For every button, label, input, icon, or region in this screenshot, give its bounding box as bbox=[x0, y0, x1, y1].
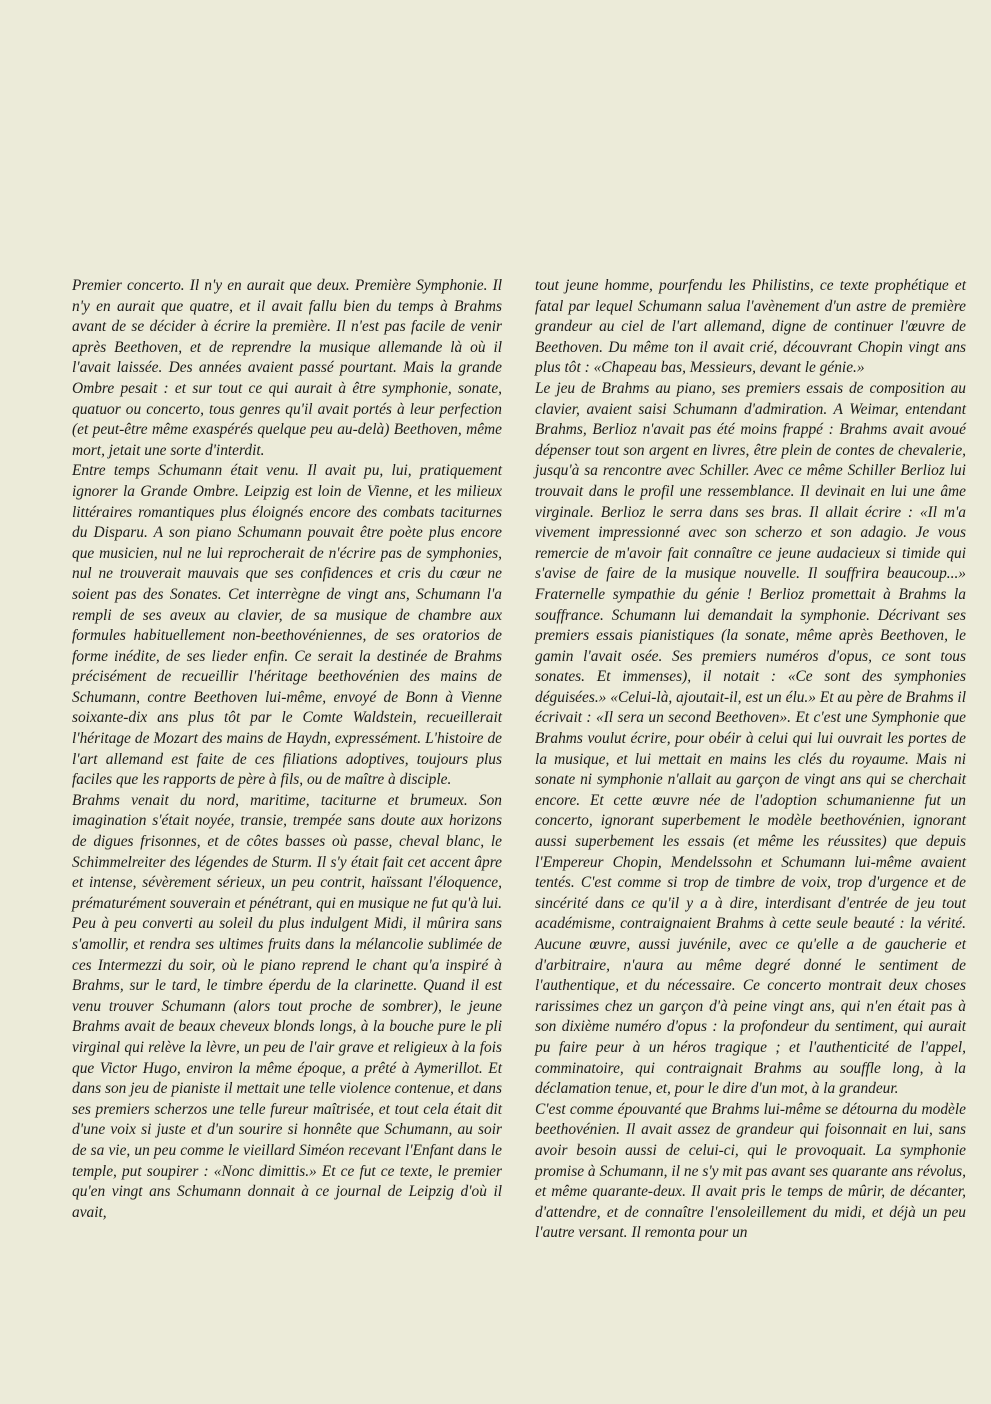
left-paragraph-1: Premier concerto. Il n'y en aurait que deux. Première Symphonie. Il n'y en aurait que quatre, et il avait fallu bien du temps à Brahms avant de se décider à écrire la première. Il n'est pas facile de venir après Beethoven, et de reprendre la musique allemande là où il l'avait laissée. Des années avaient passé pourtant. Mais la grande Ombre pesait : et sur tout ce qui aurait à être symphonie, sonate, quatuor ou concerto, tous genres qu'il avait portés à leur perfection (et peut-être même exaspérés quelque peu au-delà) Beethoven, même mort, jetait une sorte d'interdit. bbox=[72, 277, 502, 459]
right-paragraph-3: C'est comme épouvanté que Brahms lui-même se détourna du modèle beethovénien. Il avait assez de grandeur qui foisonnait en lui, sans avoir besoin aussi de celui-ci, qui le provoquait. La symphonie promise à Schumann, il ne s'y mit pas avant ses quarante ans révolus, et même quarante-deux. Il avait pris le temps de mûrir, de décanter, d'attendre, et de connaître l'ensoleillement du midi, et déjà un peu l'autre versant. Il remonta pour un bbox=[535, 1100, 966, 1242]
left-paragraph-2: Entre temps Schumann était venu. Il avait pu, lui, pratiquement ignorer la Grande Ombre. Leipzig est loin de Vienne, et les milieux littéraires romantiques plus éloignés encore des combats taciturnes du Disparu. A son piano Schumann pouvait être poète plus encore que musicien, nul ne lui reprocherait de n'écrire pas de symphonies, nul ne trouverait mauvais que ses confidences et cris du cœur ne soient pas des Sonates. Cet interrègne de vingt ans, Schumann l'a rempli de ses aveux au clavier, de sa musique de chambre aux formules habituellement non-beethovéniennes, de ses oratorios de forme inédite, de ses lieder enfin. Ce serait la destinée de Brahms précisément de recueillir l'héritage beethovénien des mains de Schumann, contre Beethoven lui-même, envoyé de Bonn à Vienne soixante-dix ans plus tôt par le Comte Waldstein, recueillerait l'héritage de Mozart des mains de Haydn, expressément. L'histoire de l'art allemand est faite de ces filiations adoptives, toujours plus faciles que les rapports de père à fils, ou de maître à disciple. bbox=[72, 462, 502, 789]
left-paragraph-3: Brahms venait du nord, maritime, taciturne et brumeux. Son imagination s'était noyée, transie, trempée sans doute aux horizons de digues frisonnes, et de côtes basses où passe, cheval blanc, le Schimmelreiter des légendes de Sturm. Il s'y était fait cet accent âpre et intense, sévèrement sérieux, un peu contrit, haïssant l'éloquence, prématurément souverain et pénétrant, qui en musique ne fut qu'à lui. Peu à peu converti au soleil du plus indulgent Midi, il mûrira sans s'amollir, et rendra ses ultimes fruits dans la mélancolie sublimée de ces Intermezzi du soir, où le piano reprend le chant qu'a inspiré à Brahms, sur le tard, le timbre éperdu de la clarinette. Quand il est venu trouver Schumann (alors tout proche de sombrer), le jeune Brahms avait de beaux cheveux blonds longs, à la bouche pure le pli virginal qui relève la lèvre, un peu de l'air grave et religieux à la fois que Victor Hugo, environ la même époque, a prêté à Aymerillot. Et dans son jeu de pianiste il mettait une telle violence contenue, et dans ses premiers scherzos une telle fureur maîtrisée, et tout cela était dit d'une voix si juste et d'un sourire si honnête que Schumann, au soir de sa vie, un peu comme le vieillard Siméon recevant l'Enfant dans le temple, put soupirer : «Nonc dimittis.» Et ce fut ce texte, le premier qu'en vingt ans Schumann donnait à ce journal de Leipzig d'où il avait, bbox=[72, 791, 502, 1221]
right-column bbox=[535, 276, 966, 1244]
right-paragraph-2: Le jeu de Brahms au piano, ses premiers essais de composition au clavier, avaient saisi Schumann d'admiration. A Weimar, entendant Brahms, Berlioz n'avait pas été moins frappé : Brahms avait avoué dépenser tout son argent en livres, être plein de contes de chevalerie, jusqu'à sa rencontre avec Schiller. Avec ce même Schiller Berlioz lui trouvait dans le profil une ressemblance. Il devinait en lui une âme virginale. Berlioz le serra dans ses bras. Il allait écrire : «Il m'a vivement impressionné avec son scherzo et son adagio. Je vous remercie de m'avoir fait connaître ce jeune audacieux si timide qui s'avise de faire de la musique nouvelle. Il souffrira beaucoup...» Fraternelle sympathie du génie ! Berlioz promettait à Brahms la souffrance. Schumann lui demandait la symphonie. Décrivant ses premiers essais pianistiques (la sonate, même après Beethoven, le gamin l'avait osée. Ses premiers numéros d'opus, ce sont tous sonates. Et immenses), il notait : «Ce sont des symphonies déguisées.» «Celui-là, ajoutait-il, est un élu.» Et au père de Brahms il écrivait : «Il sera un second Beethoven». Et c'est une Symphonie que Brahms voulut écrire, pour obéir à celui qui lui ouvrait les portes de la musique, et lui mettait en mains les clés du royaume. Mais ni sonate ni symphonie n'allait au garçon de vingt ans qui se cherchait encore. Et cette œuvre née de l'adoption schumanienne fut un concerto, ignorant superbement le modèle beethovénien, ignorant aussi superbement les essais (et même les réussites) que depuis l'Empereur Chopin, Mendelssohn et Schumann lui-même avaient tentés. C'est comme si trop de timbre de voix, trop d'urgence et de sincérité dans ce qu'il y a à dire, interdisant d'entrée de jeu tout académisme, contraignaient Brahms à cette seule beauté : la vérité. Aucune œuvre, aussi juvénile, avec ce qu'elle a de gaucherie et d'arbitraire, n'aura au même degré donné le sentiment de l'authentique, et du nécessaire. Ce concerto montrait deux choses rarissimes chez un garçon d'à peine vingt ans, qui n'en était pas à son dixième numéro d'opus : la profondeur du sentiment, qui aurait pu faire peur à un héros tragique ; et l'authenticité de l'appel, comminatoire, qui contraignait Brahms au souffle long, à la déclamation tenue, et, pour le dire d'un mot, à la grandeur. bbox=[535, 379, 966, 1098]
left-column bbox=[72, 276, 502, 1223]
right-paragraph-1: tout jeune homme, pourfendu les Philistins, ce texte prophétique et fatal par lequel Schumann salua l'avènement d'un astre de première grandeur au ciel de l'art allemand, digne de continuer l'œuvre de Beethoven. Du même ton il avait crié, découvrant Chopin vingt ans plus tôt : «Chapeau bas, Messieurs, devant le génie.» bbox=[535, 277, 966, 377]
